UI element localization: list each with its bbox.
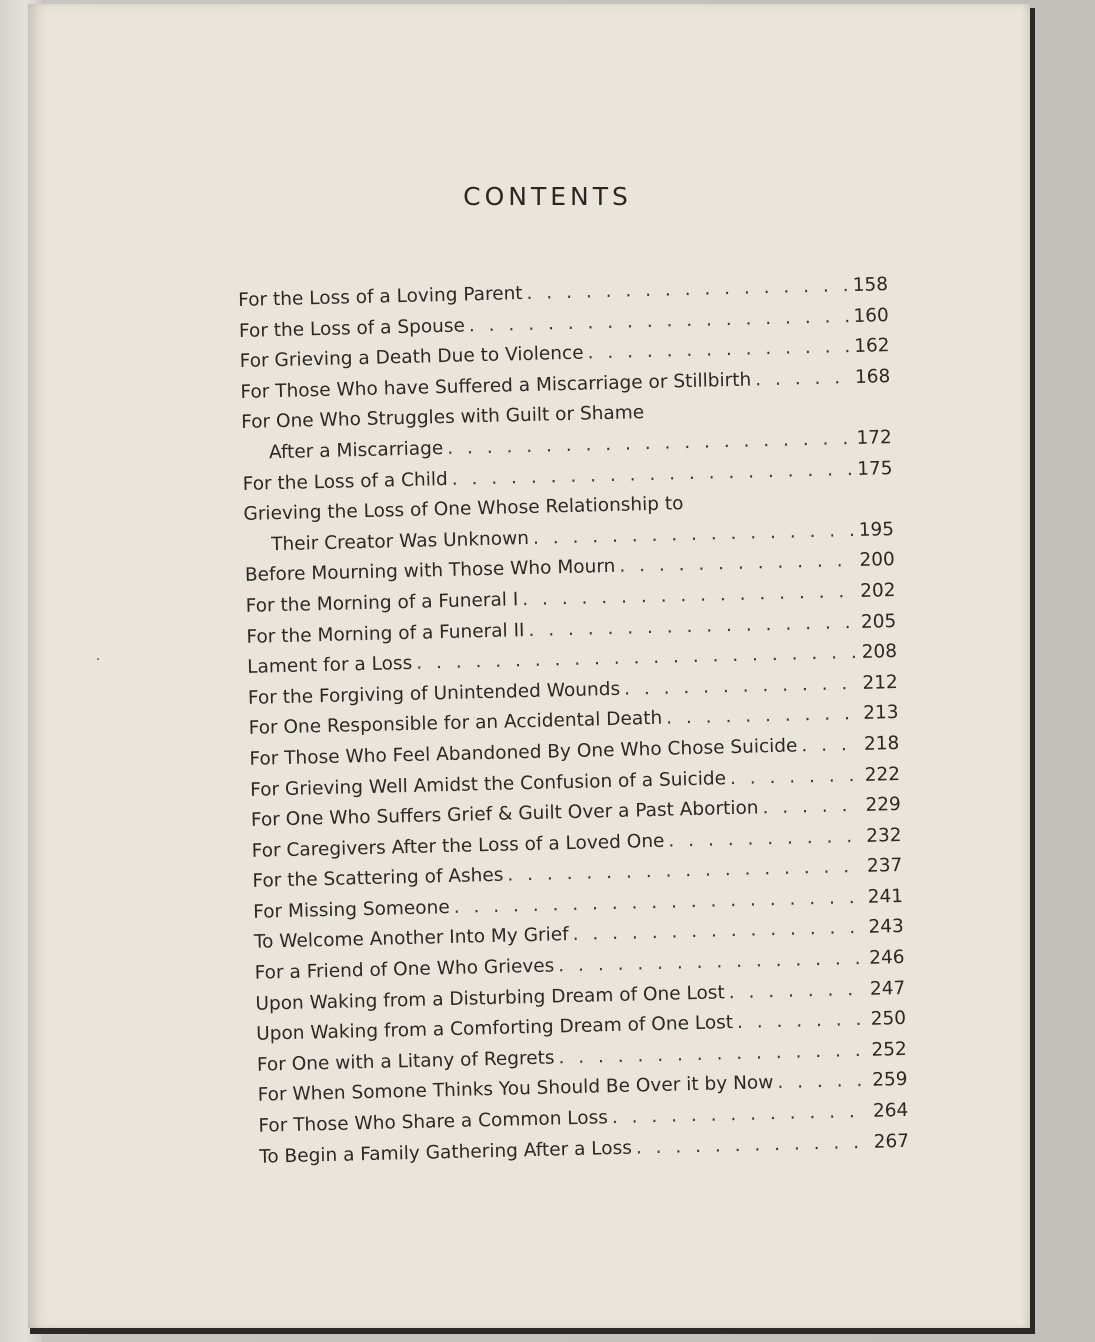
entry-page-number: 212	[862, 671, 899, 694]
entry-title: For Grieving Well Amidst the Confusion of a Suicide	[249, 767, 727, 801]
entry-page-number: 264	[872, 1099, 909, 1122]
entry-title: For the Morning of a Funeral II	[246, 619, 525, 648]
entry-page-number: 200	[859, 549, 896, 572]
dot-leader	[755, 367, 851, 390]
entry-page-number: 267	[873, 1130, 910, 1153]
dot-leader	[728, 979, 866, 1003]
entry-title: For One Responsible for an Accidental Death	[248, 708, 663, 740]
entry-page-number: 160	[853, 304, 890, 327]
dot-leader	[648, 413, 887, 419]
dot-leader	[777, 1070, 868, 1093]
entry-title: For When Somone Thinks You Should Be Over it by Now	[257, 1072, 774, 1107]
entry-page-number: 232	[865, 824, 902, 847]
dot-leader	[737, 1009, 867, 1033]
entry-page-number: 175	[856, 457, 893, 480]
entry-title: For One with a Litany of Regrets	[256, 1047, 555, 1076]
entry-title: To Welcome Another Into My Grief	[253, 924, 569, 954]
dot-leader	[624, 673, 859, 700]
entry-title: To Begin a Family Gathering After a Loss	[258, 1137, 633, 1168]
entry-title: Their Creator Was Unknown	[270, 527, 530, 556]
entry-page-number: 202	[859, 579, 896, 602]
entry-page-number: 250	[870, 1008, 907, 1031]
entry-page-number: 222	[864, 763, 901, 786]
entry-page-number: 259	[871, 1069, 908, 1092]
entry-title: For the Scattering of Ashes	[252, 864, 504, 893]
dot-leader	[730, 764, 861, 788]
entry-title: For One Who Suffers Grief & Guilt Over a Past Abortion	[250, 797, 759, 831]
entry-page-number: 247	[869, 977, 906, 1000]
entry-page-number: 195	[858, 518, 895, 541]
entry-page-number: 213	[862, 702, 899, 725]
dust-speck	[97, 658, 99, 660]
dot-leader	[666, 703, 860, 729]
entry-title: For Those Who Feel Abandoned By One Who Chose Suicide	[249, 735, 798, 770]
entry-title: Lament for a Loss	[246, 652, 413, 679]
entry-page-number: 158	[852, 274, 889, 296]
entry-title: Grieving the Loss of One Whose Relationship to	[243, 493, 684, 526]
entry-title: For the Loss of a Child	[242, 468, 449, 495]
dot-leader	[688, 504, 890, 509]
entry-title: For Missing Someone	[252, 896, 450, 923]
table-of-contents	[238, 274, 909, 1177]
page-title: CONTENTS	[463, 182, 632, 211]
entry-title: For Caregivers After the Loss of a Loved One	[251, 830, 665, 862]
entry-page-number: 229	[865, 794, 902, 816]
entry-page-number: 241	[867, 885, 904, 908]
dot-leader	[762, 795, 861, 818]
entry-title: For the Morning of a Funeral I	[245, 589, 519, 617]
entry-page-number: 208	[861, 641, 898, 663]
entry-page-number: 252	[871, 1038, 908, 1061]
entry-title: For the Forgiving of Unintended Wounds	[247, 678, 621, 709]
entry-title: For Grieving a Death Due to Violence	[239, 342, 584, 373]
entry-title: After a Miscarriage	[268, 438, 444, 464]
entry-title: Upon Waking from a Comforting Dream of One Lost	[255, 1012, 734, 1046]
entry-title: Upon Waking from a Disturbing Dream of One Lost	[255, 981, 725, 1015]
entry-page-number: 243	[868, 916, 905, 939]
entry-page-number: 162	[853, 335, 890, 358]
entry-page-number: 218	[863, 732, 900, 755]
entry-title: For Those Who have Suffered a Miscarriage or Stillbirth	[240, 369, 752, 403]
dot-leader	[668, 826, 862, 852]
entry-page-number: 237	[866, 855, 903, 878]
dot-leader	[619, 550, 856, 577]
entry-title: For a Friend of One Who Grieves	[254, 955, 555, 984]
entry-page-number: 246	[868, 946, 905, 969]
entry-title: For One Who Struggles with Guilt or Shame	[240, 402, 645, 434]
entry-title: Before Mourning with Those Who Mourn	[244, 556, 616, 587]
entry-page-number: 168	[854, 365, 891, 388]
entry-page-number: 205	[860, 610, 897, 633]
entry-title: For the Loss of a Loving Parent	[238, 283, 523, 311]
entry-page-number: 172	[856, 427, 893, 449]
dot-leader	[801, 734, 860, 756]
entry-title: For Those Who Share a Common Loss	[258, 1107, 609, 1137]
dot-leader	[636, 1131, 870, 1158]
entry-title: For the Loss of a Spouse	[238, 315, 466, 342]
